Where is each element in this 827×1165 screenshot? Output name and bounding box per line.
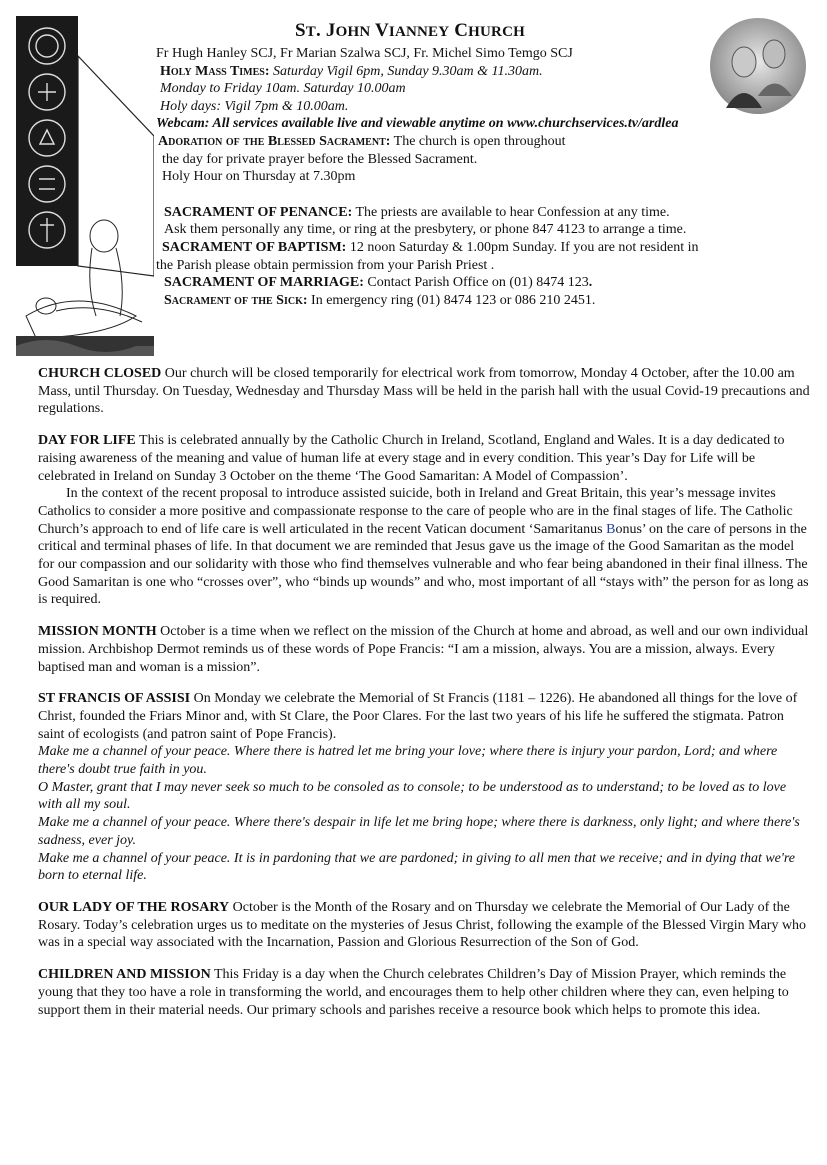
weekday-times: Monday to Friday 10am. Saturday 10.00am <box>160 81 406 97</box>
church-header <box>156 20 824 309</box>
section-heading: ST FRANCIS OF ASSISI <box>38 691 191 707</box>
baptism-line: SACRAMENT OF BAPTISM: 12 noon Saturday & 1.00pm Sunday. If you are not resident in <box>162 239 699 255</box>
prayer-verse: O Master, grant that I may never seek so much to be consoled as to console; to be understood as to understand; to be loved as to love with all my soul. <box>38 779 787 813</box>
section-heading: DAY FOR LIFE <box>38 433 136 449</box>
sick-line: Sacrament of the Sick: In emergency ring (01) 8474 123 or 086 210 2451. <box>164 292 596 308</box>
holy-hour-line: Holy Hour on Thursday at 7.30pm <box>162 169 356 185</box>
prayer-verse: Make me a channel of your peace. It is in pardoning that we are pardoned; in giving to all men that we receive; and in dying that we're born to eternal life. <box>38 850 796 884</box>
baptism-line-2: the Parish please obtain permission from your Parish Priest . <box>156 257 495 273</box>
section-heading: MISSION MONTH <box>38 624 157 640</box>
church-title: ST. JOHN VIANNEY CHURCH <box>294 20 525 41</box>
adoration-line-2: the day for private prayer before the Blessed Sacrament. <box>162 151 478 167</box>
prayer-verse: Make me a channel of your peace. Where there is hatred let me bring your love; where there is injury your pardon, Lord; and where there's doubt true faith in you. <box>38 744 778 778</box>
section-heading: CHILDREN AND MISSION <box>38 967 211 983</box>
penance-line: SACRAMENT OF PENANCE: The priests are available to hear Confession at any time. <box>164 204 670 220</box>
section-day-for-life: DAY FOR LIFE This is celebrated annually by the Catholic Church in Ireland, Scotland, England and Wales. It is a day dedicated to raising awareness of the meaning and value of human life at every stage and in every condition. This year’s Day for Life will be celebrated in Ireland on Sunday 3 October on the theme ‘The Good Samaritan: A Model of Compassion’. In the context of the recent proposal to introduce assisted suicide, both in Ireland and Great Britain, this year’s message invites Catholics to consider a more positive and compassionate response to the care of people who are in the final stages of life. The Catholic Church’s approach to end of life care is well articulated in the recent Vatican document ‘Samaritanus Bonus’ on the care of persons in the critical and terminal phases of life. In that document we are reminded that Jesus gave us the image of the Good Samaritan as the model for our compassion and our solidarity with those who find themselves vulnerable and who fear being abandoned in their final illness. The Good Samaritan is one who “crosses over”, who “binds up wounds” and who, most important of all “stays with” the person for as long as is required. <box>38 433 809 608</box>
bulletin-body <box>38 365 812 1033</box>
section-heading: CHURCH CLOSED <box>38 366 162 381</box>
webcam-line: Webcam: All services available live and viewable anytime on www.churchservices.tv/ardlea <box>156 116 679 132</box>
stations-of-the-cross-border-art <box>16 16 154 356</box>
section-children-mission: CHILDREN AND MISSION This Friday is a day when the Church celebrates Children’s Day of Mission Prayer, which reminds the young that they too have a role in transforming the world, and encourages them to help other children where they can, even helping to support them in their material needs. Our primary schools and parishes receive a resource book which helps to promote this idea. <box>38 967 789 1018</box>
mass-times-line: Holy Mass Times: Saturday Vigil 6pm, Sunday 9.30am & 11.30am. <box>160 63 543 79</box>
priests-line: Fr Hugh Hanley SCJ, Fr Marian Szalwa SCJ, Fr. Michel Simo Temgo SCJ <box>156 46 573 61</box>
adoration-line: Adoration of the Blessed Sacrament: The church is open throughout <box>158 133 566 149</box>
penance-line-2: Ask them personally any time, or ring at the presbytery, or phone 847 4123 to arrange a time. <box>164 222 687 238</box>
section-st-francis: ST FRANCIS OF ASSISI On Monday we celebrate the Memorial of St Francis (1181 – 1226). He abandoned all things for the love of Christ, founded the Friars Minor and, with St Clare, the Poor Clares. For the last two years of his life he suffered the stigmata. Patron saint of ecologists (and patron saint of Pope Francis). Make me a channel of your peace. Where there is hatred let me bring your love; where there is injury your pardon, Lord; and where there's doubt true faith in you. O Master, grant that I may never seek so much to be consoled as to console; to be understood as to understand; to be loved as to love with all my soul. Make me a channel of your peace. Where there's despair in life let me bring hope; where there is darkness, only light; and where there's sadness, ever joy. Make me a channel of your peace. It is in pardoning that we are pardoned; in giving to all men that we receive; and in dying that we're born to eternal life. <box>38 690 812 885</box>
holy-days-times: Holy days: Vigil 7pm & 10.00am. <box>160 98 349 114</box>
section-mission-month: MISSION MONTH October is a time when we reflect on the mission of the Church at home and abroad, as well and our own individual mission. Archbishop Dermot reminds us of these words of Pope Francis: “I am a mission, always. You are a mission, always. Every baptised man and woman is a mission”. <box>38 624 809 675</box>
marriage-line: SACRAMENT OF MARRIAGE: Contact Parish Office on (01) 8474 123. <box>164 275 593 291</box>
prayer-verse: Make me a channel of your peace. Where there's despair in life let me bring hope; where there is darkness, only light; and where there's sadness, ever joy. <box>38 815 800 848</box>
section-our-lady-rosary: OUR LADY OF THE ROSARY October is the Month of the Rosary and on Thursday we celebrate the Memorial of Our Lady of the Rosary. Today’s celebration urges us to meditate on the mysteries of Jesus Christ, following the example of the Blessed Virgin Mary who was in a special way associated with the Incarnation, Passion and Glorious Resurrection of the Son of God. <box>38 899 807 951</box>
section-heading: OUR LADY OF THE ROSARY <box>38 899 230 915</box>
section-church-closed: CHURCH CLOSED Our church will be closed temporarily for electrical work from tomorrow, Monday 4 October, after the 10.00 am Mass, until Thursday. On Tuesday, Wednesday and Thursday Mass will be held in the parish hall with the usual Covid-19 precautions and regulations. <box>38 366 810 417</box>
